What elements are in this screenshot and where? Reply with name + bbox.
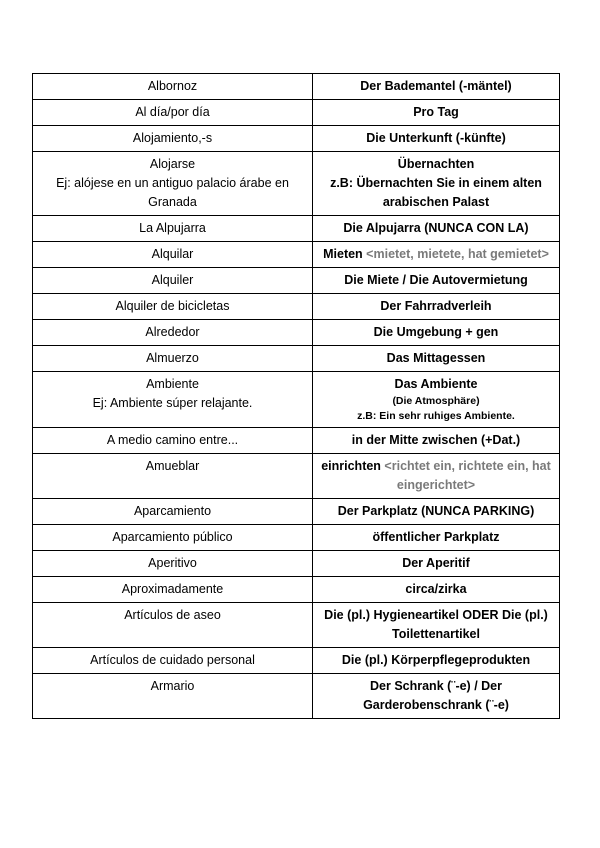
german-term: Pro Tag (413, 105, 459, 119)
spanish-term: Artículos de cuidado personal (90, 653, 255, 667)
german-term-line (319, 129, 553, 148)
spanish-term: Artículos de aseo (124, 608, 221, 622)
german-translation-cell (313, 648, 560, 674)
table-row (33, 216, 560, 242)
table-row (33, 674, 560, 719)
table-row (33, 648, 560, 674)
spanish-term: Aparcamiento (133, 504, 212, 518)
spanish-term: Alojamiento,-s (132, 131, 213, 145)
german-translation-cell (313, 499, 560, 525)
german-term-line (319, 219, 553, 238)
german-term: einrichten (321, 459, 381, 473)
german-term: Der Fahrradverleih (380, 299, 492, 313)
german-term: Die Umgebung + gen (373, 325, 499, 339)
table-row (33, 577, 560, 603)
spanish-term: Aparcamiento público (112, 530, 233, 544)
spanish-term: Alquilar (151, 247, 194, 261)
spanish-term: Almuerzo (146, 351, 199, 365)
german-term-line (319, 606, 553, 644)
german-term: Die Alpujarra (NUNCA CON LA) (343, 221, 529, 235)
spanish-term-cell (33, 372, 313, 428)
german-term: in der Mitte zwischen (+Dat.) (351, 433, 521, 447)
german-term: Mieten (323, 247, 363, 261)
spanish-term-cell (33, 74, 313, 100)
german-term-line (319, 103, 553, 122)
table-row (33, 320, 560, 346)
spanish-term: Ambiente (146, 377, 199, 391)
german-term: Die Unterkunft (-künfte) (366, 131, 506, 145)
spanish-term-cell (33, 551, 313, 577)
german-example-line (319, 394, 553, 409)
german-translation-cell (313, 294, 560, 320)
german-translation-cell (313, 577, 560, 603)
german-term: Die (pl.) Hygieneartikel ODER Die (pl.) Toilettenartikel (324, 608, 548, 641)
german-term-line (319, 323, 553, 342)
german-term-line (319, 271, 553, 290)
german-term-line (319, 580, 553, 599)
german-translation-cell (313, 551, 560, 577)
german-term-line (319, 651, 553, 670)
spanish-term: Albornoz (147, 79, 198, 93)
german-translation-cell (313, 100, 560, 126)
german-translation-cell (313, 268, 560, 294)
table-row (33, 100, 560, 126)
verb-conjugation-note: <mietet, mietete, hat gemietet> (362, 247, 549, 261)
german-translation-cell (313, 152, 560, 216)
german-term: Die Miete / Die Autovermietung (344, 273, 528, 287)
german-translation-cell (313, 603, 560, 648)
german-translation-cell (313, 428, 560, 454)
table-row (33, 294, 560, 320)
spanish-example: Ej: alójese en un antiguo palacio árabe en Granada (56, 176, 289, 209)
spanish-term-cell (33, 100, 313, 126)
spanish-term-cell (33, 577, 313, 603)
table-row (33, 242, 560, 268)
german-term: Der Aperitif (402, 556, 470, 570)
german-term: z.B: Übernachten Sie in einem alten arabischen Palast (330, 176, 542, 209)
vocabulary-table-body (33, 74, 560, 719)
table-row (33, 152, 560, 216)
german-translation-cell (313, 320, 560, 346)
table-row (33, 428, 560, 454)
table-row (33, 346, 560, 372)
german-translation-cell (313, 74, 560, 100)
german-translation-cell (313, 346, 560, 372)
spanish-term: Aproximadamente (121, 582, 224, 596)
spanish-term: A medio camino entre... (106, 433, 239, 447)
german-term-line (319, 77, 553, 96)
german-term: Der Parkplatz (NUNCA PARKING) (337, 504, 535, 518)
spanish-term-cell (33, 603, 313, 648)
table-row (33, 268, 560, 294)
german-translation-cell (313, 372, 560, 428)
german-term: Der Schrank (¨-e) / Der Garderobenschrank (¨-e) (363, 679, 509, 712)
spanish-term-cell (33, 454, 313, 499)
german-translation-cell (313, 216, 560, 242)
german-example-line (319, 174, 553, 212)
table-row (33, 603, 560, 648)
table-row (33, 499, 560, 525)
german-term-line (319, 457, 553, 495)
spanish-example: Ej: Ambiente súper relajante. (92, 396, 253, 410)
spanish-term-cell (33, 428, 313, 454)
german-term-line (319, 431, 553, 450)
spanish-term: Al día/por día (135, 105, 210, 119)
spanish-term-cell (33, 242, 313, 268)
spanish-term: La Alpujarra (139, 221, 206, 235)
spanish-term-cell (33, 499, 313, 525)
spanish-term-cell (33, 525, 313, 551)
german-term-line (319, 155, 553, 174)
german-translation-cell (313, 242, 560, 268)
german-term: Das Ambiente (394, 377, 478, 391)
german-translation-cell (313, 525, 560, 551)
spanish-term-cell (33, 152, 313, 216)
german-term: Die (pl.) Körperpflegeprodukten (341, 653, 531, 667)
spanish-term: Alquiler (151, 273, 194, 287)
german-term: Übernachten (397, 157, 475, 171)
german-term-line (319, 349, 553, 368)
german-term-line (319, 245, 553, 264)
spanish-term: Aperitivo (148, 556, 197, 570)
spanish-term-cell (33, 216, 313, 242)
spanish-term: Armario (150, 679, 195, 693)
german-translation-cell (313, 126, 560, 152)
german-term: circa/zirka (405, 582, 467, 596)
spanish-term-cell (33, 346, 313, 372)
spanish-term: Alrededor (145, 325, 200, 339)
table-row (33, 74, 560, 100)
table-row (33, 454, 560, 499)
verb-conjugation-note: <richtet ein, richtete ein, hat eingerichtet> (380, 459, 551, 492)
spanish-term-cell (33, 674, 313, 719)
german-term-line (319, 677, 553, 715)
german-term-line (319, 502, 553, 521)
spanish-term: Alquiler de bicicletas (115, 299, 230, 313)
german-example-line (319, 409, 553, 424)
german-term-line (319, 297, 553, 316)
table-row (33, 525, 560, 551)
german-term: Der Bademantel (-mäntel) (360, 79, 512, 93)
german-translation-cell (313, 674, 560, 719)
german-term: (Die Atmosphäre) (392, 395, 480, 407)
german-term-line (319, 554, 553, 573)
spanish-term-cell (33, 294, 313, 320)
table-row (33, 372, 560, 428)
spanish-term: Alojarse (149, 157, 196, 171)
spanish-term: Amueblar (145, 459, 200, 473)
table-row (33, 551, 560, 577)
vocabulary-table (32, 73, 560, 719)
german-translation-cell (313, 454, 560, 499)
spanish-term-cell (33, 648, 313, 674)
german-term: öffentlicher Parkplatz (372, 530, 500, 544)
spanish-term-cell (33, 268, 313, 294)
german-term-line (319, 528, 553, 547)
spanish-term-cell (33, 320, 313, 346)
german-term-line (319, 375, 553, 394)
table-row (33, 126, 560, 152)
german-term: Das Mittagessen (386, 351, 486, 365)
spanish-term-cell (33, 126, 313, 152)
german-term: z.B: Ein sehr ruhiges Ambiente. (357, 410, 515, 422)
